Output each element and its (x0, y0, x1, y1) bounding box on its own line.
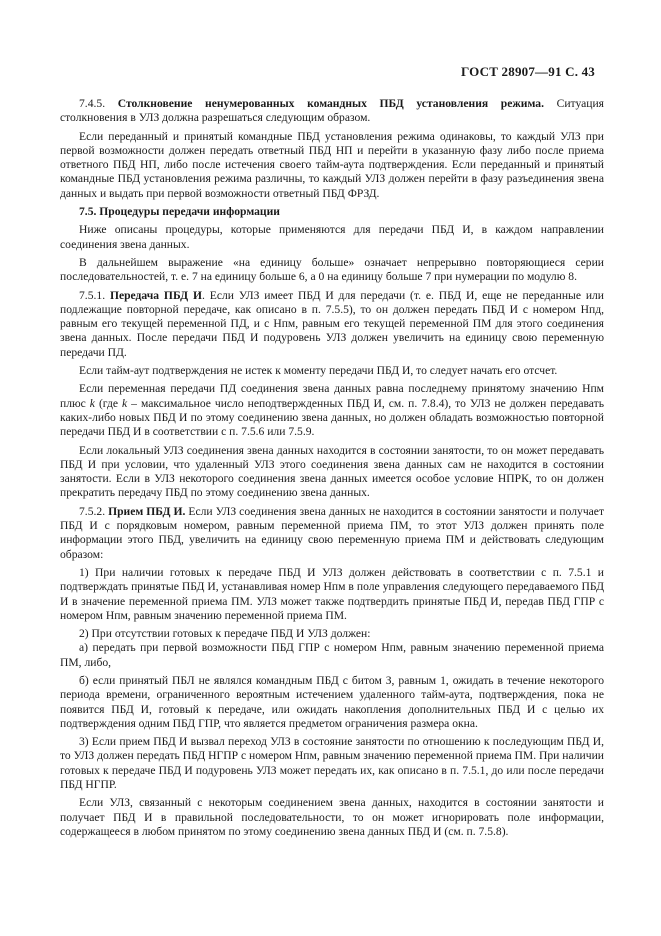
paragraph: Если тайм-аут подтверждения не истек к моменту передачи ПБД И, то следует начать его отсчет. (79, 364, 558, 378)
page-header: ГОСТ 28907—91 С. 43 (461, 64, 595, 79)
list-item: а) передать при первой возможности ПБД ГПР с номером Нпм, равным значению переменной приема ПМ, либо, (60, 641, 604, 669)
paragraph-7-5-2: 7.5.2. Прием ПБД И. Если УЛЗ соединения звена данных не находится в состоянии занятости и получает ПБД И с порядковым номером, равным переменной приема ПМ, то этот УЛЗ должен принять поле информации этого ПБД, увеличить на единицу свою переменную приема ПМ и действовать следующим образом: (60, 504, 605, 561)
list-item: 1) При наличии готовых к передаче ПБД И УЛЗ должен действовать в соответствии с п. 7.5.1 и подтверждать принятые ПБД И, устанавливая номер Нпм в поле управления следующего передаваемого ПБД И в значение переменной приема ПМ. УЛЗ может также подтвердить принятые ПБД И, передав ПБД ГПР с номером Нпм, равным значению переменной приема ПМ. (60, 565, 604, 622)
paragraph: Если УЛЗ, связанный с некоторым соединением звена данных, находится в состоянии занятости и получает ПБД И в правильной последовательности, то он может игнорировать поле информации, содержащееся в любом принятом по этому соединению звена данных ПБД И (см. п. 7.5.8). (60, 796, 604, 838)
section-title: Прием ПБД И. (108, 504, 186, 518)
section-title: Передача ПБД И (109, 288, 203, 302)
paragraph: В дальнейшем выражение «на единицу больше» означает непрерывно повторяющиеся серии последовательностей, т. е. 7 на единицу больше 6, а 0 на единицу больше 7 при нумерации по модулю 8. (60, 255, 604, 284)
paragraph: Если локальный УЛЗ соединения звена данных находится в состоянии занятости, то он может передавать ПБД И при условии, что удаленный УЛЗ этого соединения звена данных сам не находится в состоянии занятости. Если в УЛЗ некоторого соединения звена данных имеется особое условие НПРК, то он должен прекратить передачу ПБД по этому соединению звена данных. (60, 443, 604, 500)
section-title: Столкновение ненумерованных командных ПБД установления режима. (117, 97, 544, 110)
section-heading-7-5: 7.5. Процедуры передачи информации (79, 205, 280, 219)
list-item: б) если принятый ПБЛ не являлся командным ПБД с битом З, равным 1, ожидать в течение некоторого периода времени, ограниченного вероятным истечением удаленного тайм-аута, подтверждения, пока не появится ПБД И, готовый к передаче, или ожидать накопления дополнительных ПБД И с целью их подтверждения одним ПБД ГПР, что является предметом ограничения размера окна. (60, 673, 604, 730)
paragraph-7-4-5: 7.4.5. Столкновение ненумерованных командных ПБД установления режима. Ситуация столкновения в УЛЗ должна разрешаться следующим образом. (60, 97, 604, 125)
paragraph-7-5-1: 7.5.1. Передача ПБД И. Если УЛЗ имеет ПБД И для передачи (т. е. ПБД И, еще не переданные или подлежащие повторной передаче, как описано в п. 7.5.5), то он должен передать ПБД И с номером Нпд, равным его текущей переменной ПД, и с Нпм, равным его текущей переменной ПМ для этого соединения звена данных. После передачи ПБД И подуровень УЛЗ должен увеличить на единицу свою переменную передачи ПД. (60, 288, 605, 359)
paragraph: Если переданный и принятый командные ПБД установления режима одинаковы, то каждый УЛЗ при первой возможности должен передать ответный ПБД НП и перейти в указанную фазу либо после приема ответного ПБД НП, либо после истечения своего тайм-аута подтверждения. Если переданный и принятый командные ПБД установления режима различны, то каждый УЛЗ должен перейти в фазу разъединения звена данных и выдать при первой возможности ответный ПБД ФРЗД. (60, 129, 604, 200)
document-body (60, 97, 604, 843)
list-item: 2) При отсутствии готовых к передаче ПБД И УЛЗ должен: (79, 627, 371, 641)
list-item: 3) Если прием ПБД И вызвал переход УЛЗ в состояние занятости по отношению к последующим ПБД И, то УЛЗ должен передать ПБД НГПР с номером Нпм, равным значению переменной приема ПМ. При наличии готовых к передаче ПБД И подуровень УЛЗ может передать их, как описано в п. 7.5.1, до или после передачи ПБД НГПР. (60, 735, 604, 792)
paragraph: Если переменная передачи ПД соединения звена данных равна последнему принятому значению Нпм плюс k (где k – максимальное число неподтвержденных ПБД И, см. п. 7.8.4), то УЛЗ не должен передавать каких-либо новых ПБД И по этому соединению звена данных, но должен обладать возможностью повторной передачи ПБД И в соответствии с п. 7.5.6 или 7.5.9. (60, 382, 604, 439)
paragraph: Ниже описаны процедуры, которые применяются для передачи ПБД И, в каждом направлении соединения звена данных. (60, 223, 604, 251)
